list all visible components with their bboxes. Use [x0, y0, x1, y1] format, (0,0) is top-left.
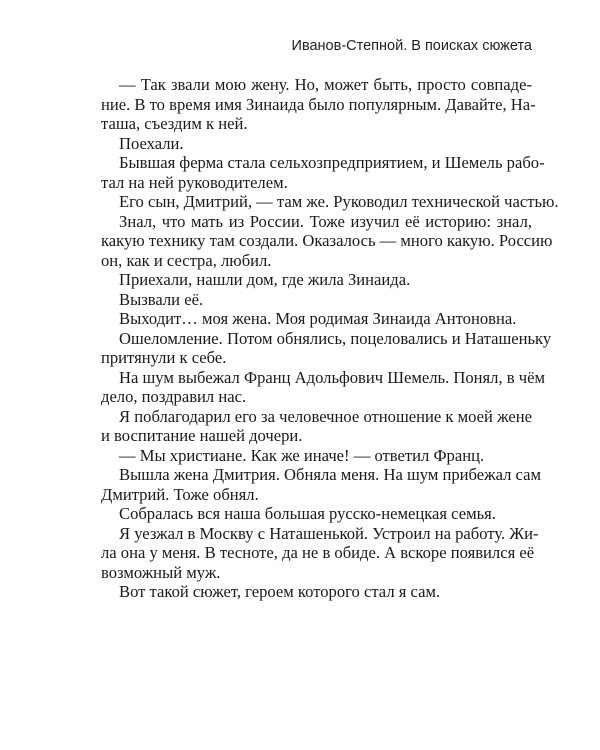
- text-line: ние. В то время имя Зинаида было популярным. Давайте, На-: [101, 94, 536, 114]
- text-line: возможный муж.: [101, 562, 221, 582]
- text-line: На шум выбежал Франц Адольфович Шемель. Понял, в чём: [119, 367, 545, 387]
- text-line: Приехали, нашли дом, где жила Зинаида.: [119, 270, 411, 289]
- text-line: таша, съездим к ней.: [101, 114, 248, 133]
- text-line: Вот такой сюжет, героем которого стал я сам.: [119, 582, 441, 601]
- text-line: и воспитание нашей дочери.: [101, 426, 303, 445]
- text-line: — Мы христиане. Как же иначе! — ответил Франц.: [119, 445, 485, 465]
- text-line: притянули к себе.: [101, 348, 227, 367]
- text-line: Вышла жена Дмитрия. Обняла меня. На шум прибежал сам: [119, 465, 541, 484]
- text-line: Вызвали её.: [119, 289, 204, 309]
- text-line: он, как и сестра, любил.: [101, 250, 272, 270]
- text-line: Дмитрий. Тоже обнял.: [101, 484, 259, 504]
- running-header: Иванов-Степной. В поисках сюжета: [291, 38, 532, 54]
- text-line: Ошеломление. Потом обнялись, поцеловались и Наташеньку: [119, 328, 552, 348]
- text-line: ла она у меня. В тесноте, да не в обиде. А вскоре появился её: [101, 543, 535, 562]
- text-line: Я поблагодарил его за человечное отношение к моей жене: [119, 406, 532, 426]
- text-line: тал на ней руководителем.: [101, 172, 288, 192]
- body-text: [101, 75, 559, 602]
- text-line: Знал, что мать из России. Тоже изучил её историю: знал,: [119, 211, 532, 231]
- text-line: Бывшая ферма стала сельхозпредприятием, и Шемель рабо-: [119, 153, 545, 172]
- text-line: Выходит… моя жена. Моя родимая Зинаида Антоновна.: [119, 309, 517, 328]
- text-line: какую технику там создали. Оказалось — много какую. Россию: [101, 231, 553, 250]
- text-line: Собралась вся наша большая русско-немецкая семья.: [119, 504, 496, 523]
- text-line: — Так звали мою жену. Но, может быть, просто совпаде-: [119, 75, 532, 94]
- text-line: дело, поздравил нас.: [101, 387, 247, 406]
- text-line: Его сын, Дмитрий, — там же. Руководил технической частью.: [119, 192, 559, 211]
- text-line: Поехали.: [119, 133, 184, 153]
- text-line: Я уезжал в Москву с Наташенькой. Устроил на работу. Жи-: [119, 523, 539, 543]
